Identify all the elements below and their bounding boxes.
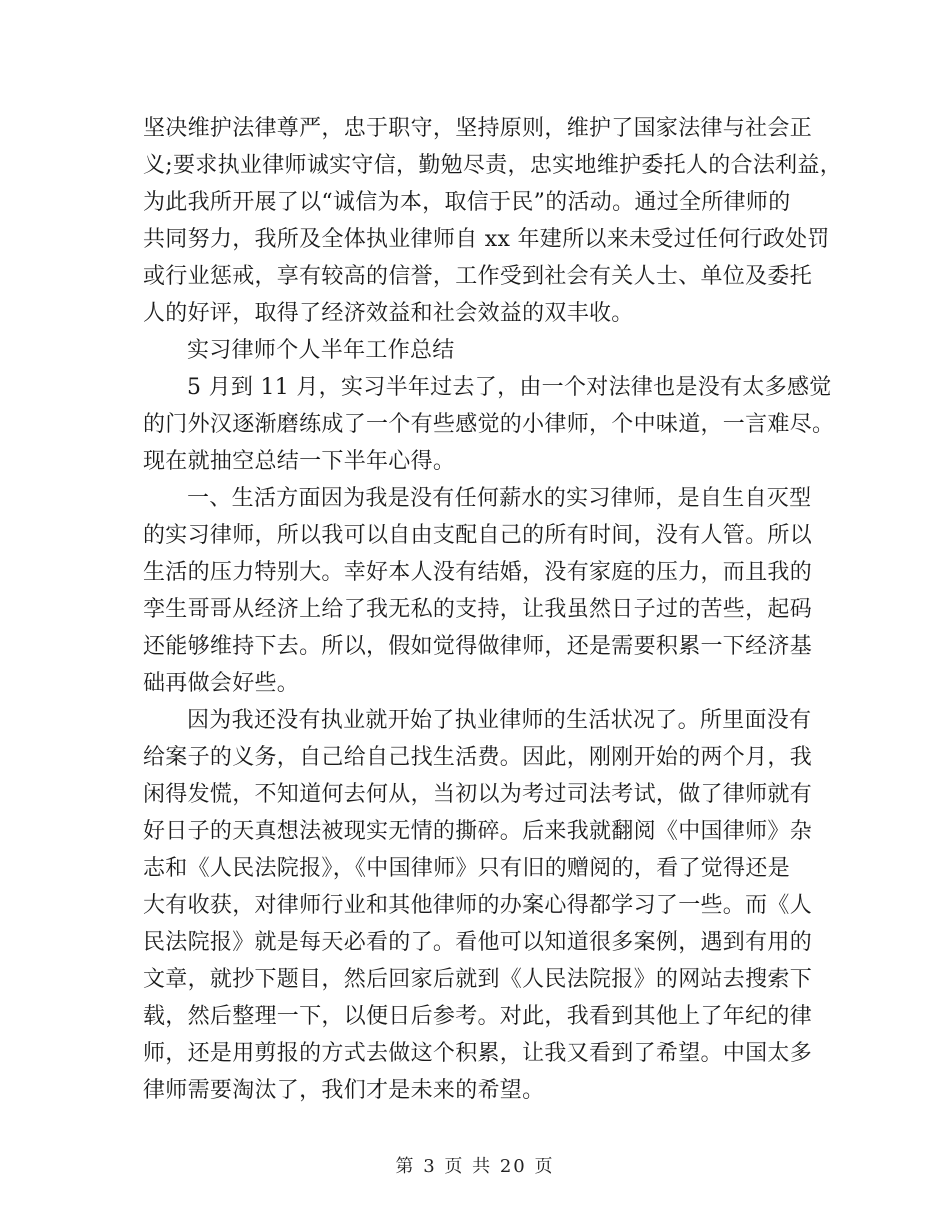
paragraph-intro xyxy=(143,369,835,480)
text-line: 师，还是用剪报的方式去做这个积累，让我又看到了希望。中国太多 xyxy=(143,1041,813,1066)
text-line: 给案子的义务，自己给自己找生活费。因此，刚刚开始的两个月，我 xyxy=(143,745,813,770)
paragraph-continuation xyxy=(143,110,843,332)
paragraph-practice xyxy=(143,702,823,1109)
text-line: 共同努力，我所及全体执业律师自 xx 年建所以来未受过任何行政处罚 xyxy=(143,227,830,252)
text-line: 大有收获，对律师行业和其他律师的办案心得都学习了一些。而《人 xyxy=(143,893,813,918)
text-line: 因为我还没有执业就开始了执业律师的生活状况了。所里面没有 xyxy=(187,708,812,733)
text-line: 还能够维持下去。所以，假如觉得做律师，还是需要积累一下经济基 xyxy=(143,634,813,659)
text-line: 的门外汉逐渐磨练成了一个有些感觉的小律师，个中味道，一言难尽。 xyxy=(143,412,835,437)
text-line: 坚决维护法律尊严，忠于职守，坚持原则，维护了国家法律与社会正 xyxy=(143,116,813,141)
text-line: 或行业惩戒，享有较高的信誉，工作受到社会有关人士、单位及委托 xyxy=(143,264,813,289)
text-line: 生活的压力特别大。幸好本人没有结婚，没有家庭的压力，而且我的 xyxy=(143,560,813,585)
text-line: 民法院报》就是每天必看的了。看他可以知道很多案例，遇到有用的 xyxy=(143,930,813,955)
text-line: 的实习律师，所以我可以自由支配自己的所有时间，没有人管。所以 xyxy=(143,523,813,548)
text-line: 现在就抽空总结一下半年心得。 xyxy=(143,449,456,474)
text-line: 志和《人民法院报》，《中国律师》只有旧的赠阅的，看了觉得还是 xyxy=(143,856,791,881)
paragraph-life xyxy=(143,480,823,702)
text-line: 孪生哥哥从经济上给了我无私的支持，让我虽然日子过的苦些，起码 xyxy=(143,597,813,622)
page-footer: 第 3 页 共 20 页 xyxy=(395,1156,555,1177)
text-line: 律师需要淘汰了，我们才是未来的希望。 xyxy=(143,1078,545,1103)
text-line: 5 月到 11 月，实习半年过去了，由一个对法律也是没有太多感觉 xyxy=(187,375,832,400)
text-line: 义;要求执业律师诚实守信，勤勉尽责，忠实地维护委托人的合法利益， xyxy=(143,153,843,178)
document-body xyxy=(143,110,843,1109)
text-line: 础再做会好些。 xyxy=(143,671,300,696)
text-line: 为此我所开展了以“诚信为本，取信于民”的活动。通过全所律师的 xyxy=(143,190,791,215)
text-line: 载，然后整理一下，以便日后参考。对此，我看到其他上了年纪的律 xyxy=(143,1004,813,1029)
text-line: 好日子的天真想法被现实无情的撕碎。后来我就翻阅《中国律师》杂 xyxy=(143,819,813,844)
text-line: 实习律师个人半年工作总结 xyxy=(187,338,455,363)
text-line: 文章，就抄下题目，然后回家后就到《人民法院报》的网站去搜索下 xyxy=(143,967,813,992)
text-line: 人的好评，取得了经济效益和社会效益的双丰收。 xyxy=(143,301,634,326)
text-line: 一、生活方面因为我是没有任何薪水的实习律师，是自生自灭型 xyxy=(187,486,812,511)
section-heading xyxy=(143,332,823,369)
text-line: 闲得发慌，不知道何去何从，当初以为考过司法考试，做了律师就有 xyxy=(143,782,813,807)
